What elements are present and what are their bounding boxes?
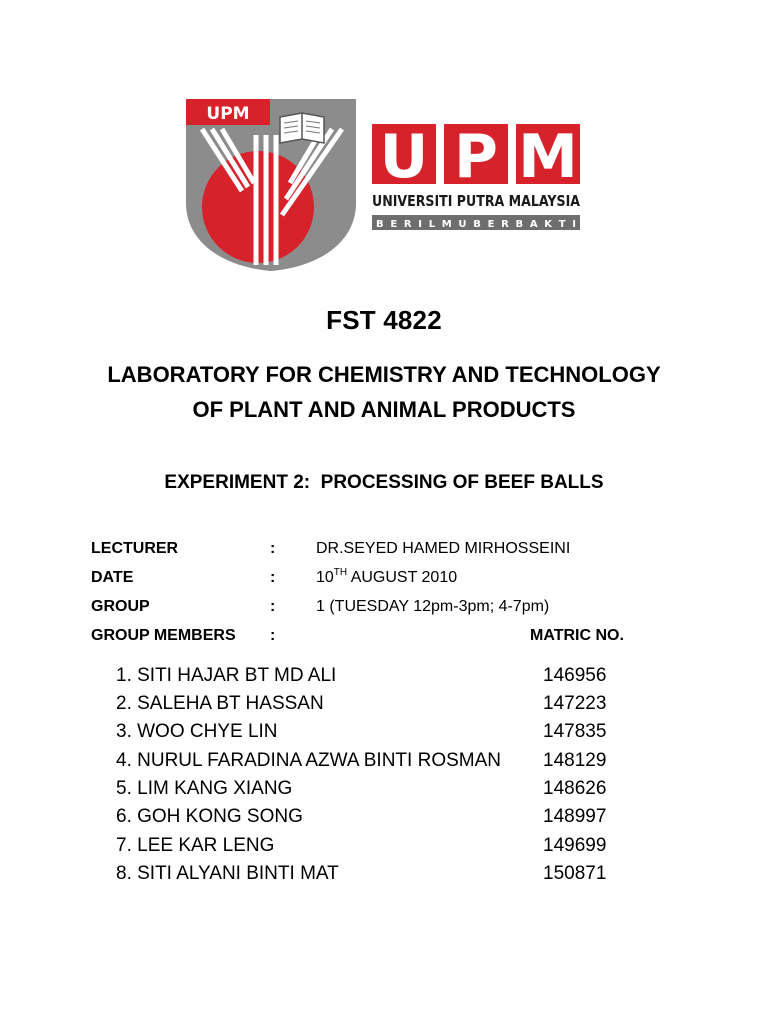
svg-text:P: P bbox=[454, 122, 498, 192]
member-name: 5. LIM KANG XIANG bbox=[116, 778, 293, 799]
university-name: UNIVERSITI PUTRA MALAYSIA bbox=[372, 192, 581, 210]
date-value bbox=[316, 569, 457, 587]
member-matric: 148997 bbox=[543, 806, 607, 827]
date-label: DATE bbox=[91, 569, 134, 586]
member-name: 1. SITI HAJAR BT MD ALI bbox=[116, 665, 337, 686]
svg-text:U: U bbox=[379, 122, 429, 192]
matric-header: MATRIC NO. bbox=[530, 627, 624, 644]
member-name: 7. LEE KAR LENG bbox=[116, 835, 275, 856]
member-matric: 146956 bbox=[543, 665, 607, 686]
report-title-line-2: OF PLANT AND ANIMAL PRODUCTS bbox=[192, 397, 576, 422]
member-name: 6. GOH KONG SONG bbox=[116, 806, 303, 827]
group-label: GROUP bbox=[91, 598, 150, 615]
member-matric: 150871 bbox=[543, 863, 607, 884]
member-name: 2. SALEHA BT HASSAN bbox=[116, 693, 324, 714]
date-suffix: TH bbox=[333, 567, 348, 578]
group-colon: : bbox=[270, 598, 276, 615]
lecturer-value: DR.SEYED HAMED MIRHOSSEINI bbox=[316, 540, 571, 557]
svg-text:M: M bbox=[518, 122, 578, 192]
upm-crest-logo bbox=[182, 95, 360, 273]
group-members-label: GROUP MEMBERS bbox=[91, 627, 236, 644]
lecturer-colon: : bbox=[270, 540, 276, 557]
member-name: 4. NURUL FARADINA AZWA BINTI ROSMAN bbox=[116, 750, 501, 771]
member-matric: 148626 bbox=[543, 778, 607, 799]
date-day: 10 bbox=[316, 569, 334, 586]
member-matric: 149699 bbox=[543, 835, 607, 856]
university-motto: B E R I L M U B E R B A K T I bbox=[376, 219, 576, 230]
member-matric: 148129 bbox=[543, 750, 607, 771]
date-rest: AUGUST 2010 bbox=[347, 569, 458, 586]
lecturer-label: LECTURER bbox=[91, 540, 179, 557]
date-colon: : bbox=[270, 569, 276, 586]
member-name: 8. SITI ALYANI BINTI MAT bbox=[116, 863, 339, 884]
upm-wordmark-logo bbox=[364, 122, 588, 234]
group-value: 1 (TUESDAY 12pm-3pm; 4-7pm) bbox=[316, 598, 550, 615]
course-code: FST 4822 bbox=[326, 305, 442, 335]
report-title-line-1: LABORATORY FOR CHEMISTRY AND TECHNOLOGY bbox=[107, 362, 661, 387]
member-matric: 147835 bbox=[543, 721, 607, 742]
crest-text: UPM bbox=[206, 104, 250, 124]
member-matric: 147223 bbox=[543, 693, 607, 714]
member-name: 3. WOO CHYE LIN bbox=[116, 721, 278, 742]
group-members-colon: : bbox=[270, 627, 276, 644]
experiment-title: EXPERIMENT 2: PROCESSING OF BEEF BALLS bbox=[164, 472, 604, 493]
